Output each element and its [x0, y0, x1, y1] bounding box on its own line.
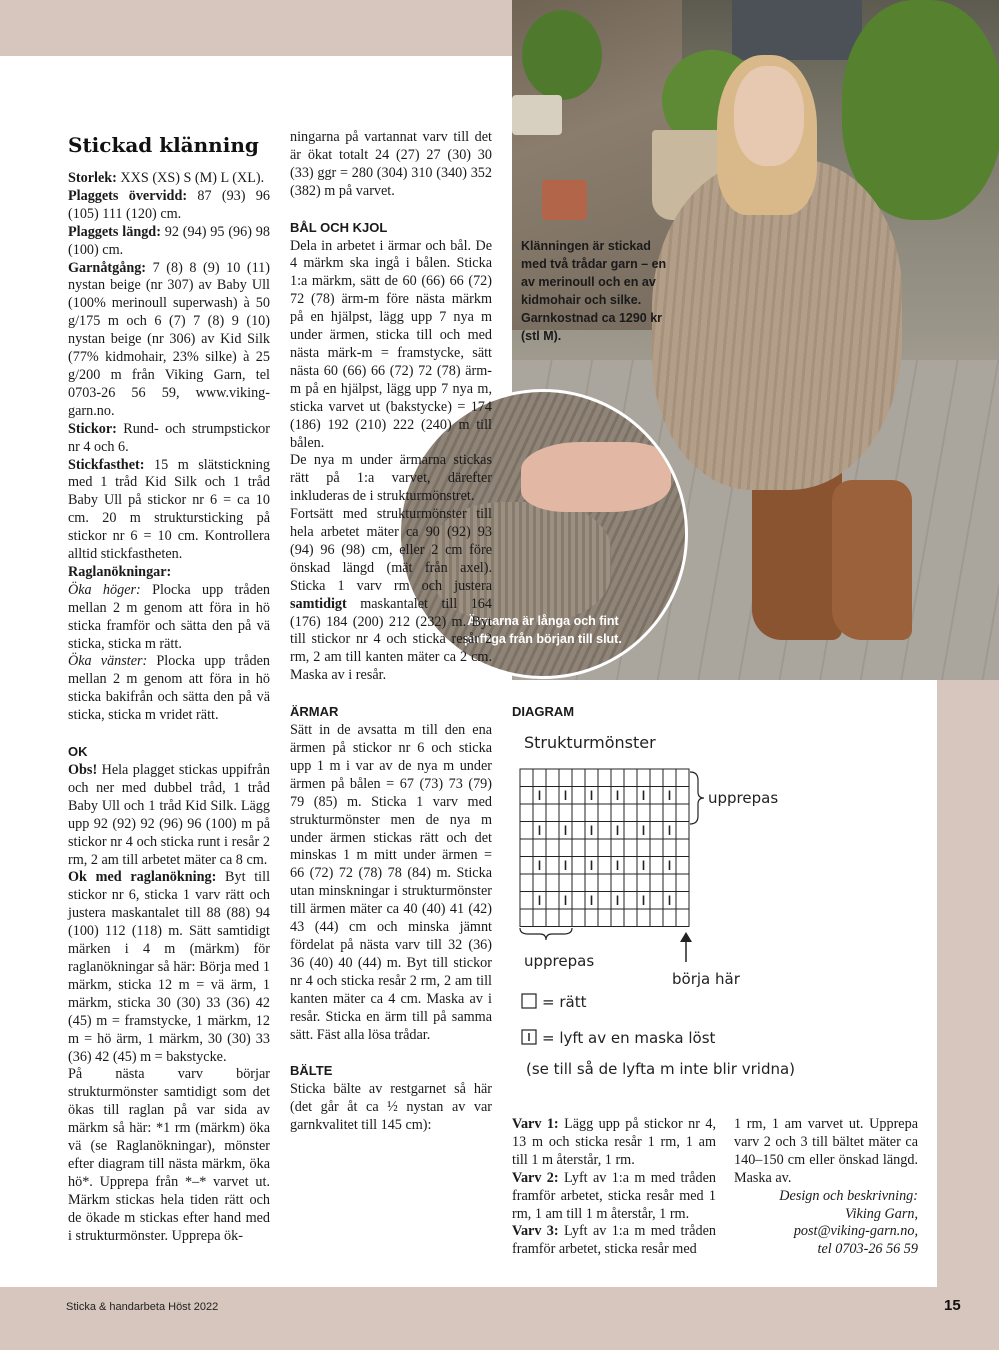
- grid-cell: [546, 839, 559, 857]
- grid-cell: [650, 804, 663, 822]
- grid-cell: [663, 839, 676, 857]
- grid-cell: [585, 874, 598, 892]
- grid-cell: [572, 839, 585, 857]
- grid-cell: [533, 839, 546, 857]
- grid-cell: [624, 769, 637, 787]
- grid-cell: [598, 839, 611, 857]
- grid-cell: [572, 787, 585, 805]
- grid-cell: [598, 874, 611, 892]
- diagram-title: Strukturmönster: [524, 733, 656, 752]
- repeat-bracket-right: [690, 772, 704, 824]
- footer-band: [0, 1287, 999, 1350]
- credit-company: Viking Garn,: [844, 1205, 918, 1222]
- legend-knit-box: [522, 994, 536, 1008]
- grid-cell: [598, 909, 611, 927]
- grid-cell: [520, 787, 533, 805]
- start-label: börja här: [672, 970, 740, 988]
- grid-cell: [559, 839, 572, 857]
- grid-cell: [546, 857, 559, 875]
- grid-cell: [546, 804, 559, 822]
- grid-cell: [637, 909, 650, 927]
- credit-email: post@viking-garn.no,: [793, 1223, 918, 1240]
- grid-cell: [520, 839, 533, 857]
- grid-cell: [546, 874, 559, 892]
- start-arrow-icon: [680, 932, 692, 942]
- grid-cell: [585, 769, 598, 787]
- grid-cell: [611, 804, 624, 822]
- diagram-heading: DIAGRAM: [512, 704, 575, 719]
- grid-cell: [676, 839, 689, 857]
- grid-cell: [598, 804, 611, 822]
- grid-cell: [520, 822, 533, 840]
- grid-cell: [624, 839, 637, 857]
- grid-cell: [520, 804, 533, 822]
- grid-cell: [611, 769, 624, 787]
- grid-cell: [533, 909, 546, 927]
- grid-cell: [546, 787, 559, 805]
- grid-cell: [650, 769, 663, 787]
- grid-cell: [663, 769, 676, 787]
- repeat-label-bottom: upprepas: [524, 952, 595, 970]
- grid-cell: [559, 874, 572, 892]
- grid-cell: [598, 822, 611, 840]
- grid-cell: [611, 839, 624, 857]
- grid-cell: [572, 892, 585, 910]
- section-heading-balte: BÄLTE: [290, 1063, 333, 1079]
- text-column-1: Storlek: XXS (XS) S (M) L (XL). Plaggets övervidd: 87 (93) 96 (105) 111 (120) cm. Plaggets längd: 92 (94) 95 (96) 98 (100) cm. Garnåtgång: 7 (8) 8 (9) 10 (11) nystan beige (nr 307) av Baby Ull (100% merinoull superwash) à 50 g/175 m och 6 (7) 7 (8) 9 (10) nystan beige (nr 306) av Kid Silk (77% kidmohair, 23% silke) à 25 g/200 m från Viking Garn, tel 0703-26 56 59, www.viking-garn.no. Stickor: Rund- och strumpstickor nr 4 och 6. Stickfasthet: 15 m slätstickning med 1 tråd Kid Silk och 1 tråd Baby Ull på stickor nr 6 = ca 10 cm. 20 m struktursticking på stickor nr 6 = 10 cm. Kontrollera alltid stickfastheten. Raglanökningar: Öka höger: Plocka upp tråden mellan 2 m genom att föra in hö sticka framför och sätta den på vä sticka, sticka m rätt. Öka vänster: Plocka upp tråden mellan 2 m genom att föra in hö sticka bakifrån och sätta den på vä sticka, sticka m vridet rätt. OK Obs! Hela plagget stickas uppifrån och ner med dubbel tråd, 1 tråd Baby Ull och 1 tråd Kid Silk. Lägg upp 92 (92) 92 (96) 96 (100) m på stickor nr 4 och sticka runt i resår 2 rm, 2 am till arbetet mäter ca 8 cm. Ok med raglanökning: Byt till stickor nr 6, sticka 1 varv rätt och justera maskantalet till 88 (88) 94 (100) 112 (118) m. Sätt samtidigt märken i 4 m (märkm) för raglanökningar så här: Börja med 1 märkm, sticka 12 m = vä ärm, 1 märkm, sticka 30 (30) 33 (36) 42 (45) m = framstycke, 1 märkm, 12 m = hö ärm, 1 märkm, 30 (30) 33 (36) 42 (45) m = bakstycke. På nästa varv börjar strukturmönster samtidigt som det ökas till raglan på var sida av märkm så här: *1 rm (märkm) öka vä (se Raglanökningar), mönster efter diagram till nästa märkm, öka hö*. Upprepa från *–* varvet ut. Märkm stickas hela tiden rätt och de ökade m stickas efter hand med i strukturmönster. Upprepa ök-: [68, 170, 271, 1244]
- grid-cell: [533, 769, 546, 787]
- grid-cell: [585, 804, 598, 822]
- grid-cell: [650, 874, 663, 892]
- detail-photo-caption: Ärmarna är långa och fint puffiga från början till slut.: [464, 614, 622, 646]
- photo-caption: Klänningen är stickad med två trådar garn – en av merinoull och en av kidmohair och silke. Garnkostnad ca 1290 kr (stl M).: [521, 239, 667, 343]
- grid-cell: [520, 892, 533, 910]
- grid-cell: [676, 874, 689, 892]
- grid-cell: [676, 909, 689, 927]
- grid-cell: [611, 909, 624, 927]
- grid-cell: [624, 909, 637, 927]
- grid-cell: [598, 787, 611, 805]
- repeat-bracket-bottom: [520, 928, 572, 940]
- grid-cell: [676, 822, 689, 840]
- grid-cell: [624, 822, 637, 840]
- grid-cell: [533, 874, 546, 892]
- grid-cell: [559, 769, 572, 787]
- grid-cell: [676, 857, 689, 875]
- page-number: 15: [944, 1297, 961, 1314]
- grid-cell: [676, 769, 689, 787]
- legend-note: (se till så de lyfta m inte blir vridna): [526, 1060, 796, 1078]
- grid-cell: [585, 839, 598, 857]
- grid-cell: [676, 804, 689, 822]
- grid-cell: [520, 909, 533, 927]
- grid-cell: [637, 804, 650, 822]
- grid-cell: [559, 909, 572, 927]
- grid-cell: [572, 769, 585, 787]
- grid-cell: [572, 909, 585, 927]
- grid-cell: [546, 769, 559, 787]
- grid-cell: [637, 874, 650, 892]
- grid-cell: [650, 857, 663, 875]
- grid-cell: [572, 857, 585, 875]
- grid-cell: [598, 892, 611, 910]
- grid-cell: [663, 874, 676, 892]
- grid-cell: [572, 804, 585, 822]
- grid-cell: [572, 822, 585, 840]
- text-column-3: Varv 1: Lägg upp på stickor nr 4, 13 m och sticka resår 1 rm, 1 am till 1 m återstår, 1 rm. Varv 2: Lyft av 1:a m med tråden framför arbetet, sticka resår med 1 rm, 1 am till 1 m återstår, 1 rm. Varv 3: Lyft av 1:a m med tråden framför arbetet, sticka resår med: [512, 1116, 717, 1258]
- grid-cell: [624, 787, 637, 805]
- right-band: [937, 680, 999, 1287]
- pattern-diagram: [512, 722, 912, 1092]
- section-heading-armar: ÄRMAR: [290, 704, 339, 720]
- grid-cell: [650, 839, 663, 857]
- grid-cell: [520, 769, 533, 787]
- text-column-2: ningarna på vartannat varv till det är ökat totalt 24 (27) 27 (30) 30 (33) ggr = 280 (304) 310 (340) 352 (382) m på varvet. BÅL OCH KJOL Dela in arbetet i ärmar och bål. De 4 märkm ska ingå i bålen. Sticka 1:a märkm, sätt de 60 (66) 66 (72) 72 (78) ärm-m före nästa märkm på en hjälpst, lägg upp 7 nya m under ärmen, sticka till och med nästa märk-m = framstycke, sätt nästa 60 (66) 66 (72) 72 (78) ärm-m på en hjälpst, lägg upp 7 nya m, sticka varvet ut (bakstycke) = 174 (186) 192 (210) 222 (240) m till bålen. De nya m under ärmarna stickas rätt på 1:a varvet, därefter inkluderas de i strukturmönstret. Fortsätt med strukturmönster till hela arbetet mäter ca 90 (92) 93 (94) 96 (98) cm, eller 2 cm före önskad längd (mät från axel). Sticka 1 varv rm och justera samtidigt maskantalet till 164 (176) 184 (200) 212 (232) m. Byt till stickor nr 4 och sticka resår 2 rm, 2 am till kanten mäter ca 2 cm. Maska av i resår. ÄRMAR Sätt in de avsatta m till den ena ärmen på stickor nr 6 och sticka upp 1 m i var av de nya m under ärmen på bålen = 67 (73) 73 (79) 79 (85) m. Sticka 1 varv med strukturmönster men de nya m under ärmen stickas rätt och det minskas 1 m mitt under ärmen = 66 (72) 72 (78) 78 (84) m. Sticka utan minskningar i strukturmönster till ärmen mäter ca 40 (40) 41 (42) 43 (44) cm och minska jämnt fördelat på nästa varv till 32 (36) 36 (40) 40 (44) m. Byt till stickor nr 4 och sticka resår 2 rm, 2 am till kanten mäter ca 4 cm. Maska av i resår. Sticka en ärm till på samma sätt. Fäst alla lösa trådar. BÄLTE Sticka bälte av restgarnet så här (det går åt ca ½ nystan av var garnkvalitet till 145 cm):: [290, 129, 492, 1134]
- grid-cell: [546, 909, 559, 927]
- grid-cell: [663, 909, 676, 927]
- grid-cell: [637, 769, 650, 787]
- grid-cell: [650, 909, 663, 927]
- grid-cell: [650, 822, 663, 840]
- grid-cell: [598, 857, 611, 875]
- credit-design: Design och beskrivning:: [779, 1187, 918, 1204]
- section-heading-ok: OK: [68, 744, 88, 760]
- grid-cell: [650, 787, 663, 805]
- grid-cell: [546, 822, 559, 840]
- legend-slip-label: = lyft av en maska löst: [542, 1029, 716, 1047]
- grid-cell: [598, 769, 611, 787]
- grid-cell: [546, 892, 559, 910]
- grid-cell: [572, 874, 585, 892]
- grid-cell: [624, 874, 637, 892]
- grid-cell: [624, 892, 637, 910]
- grid-cell: [533, 804, 546, 822]
- credit-tel: tel 0703-26 56 59: [817, 1241, 918, 1258]
- grid-cell: [624, 857, 637, 875]
- grid-cell: [585, 909, 598, 927]
- section-heading-bal: BÅL OCH KJOL: [290, 219, 388, 235]
- repeat-label-right: upprepas: [708, 789, 779, 807]
- grid-cell: [611, 874, 624, 892]
- grid-cell: [520, 874, 533, 892]
- pattern-grid: [520, 769, 689, 927]
- grid-cell: [663, 804, 676, 822]
- grid-cell: [637, 839, 650, 857]
- grid-cell: [559, 804, 572, 822]
- grid-cell: [676, 787, 689, 805]
- grid-cell: [624, 804, 637, 822]
- legend-knit-label: = rätt: [542, 993, 587, 1011]
- top-band: [0, 0, 512, 56]
- magazine-name: Sticka & handarbeta Höst 2022: [66, 1301, 219, 1313]
- grid-cell: [520, 857, 533, 875]
- grid-cell: [650, 892, 663, 910]
- grid-cell: [676, 892, 689, 910]
- article-title: Stickad klänning: [68, 133, 259, 157]
- text-column-4: 1 rm, 1 am varvet ut. Upprepa varv 2 och 3 till bältet mäter ca 140–150 cm eller önskad längd. Maska av. Design och beskrivning: Viking Garn, post@viking-garn.no, tel 0703-26 56 59: [734, 1116, 918, 1258]
